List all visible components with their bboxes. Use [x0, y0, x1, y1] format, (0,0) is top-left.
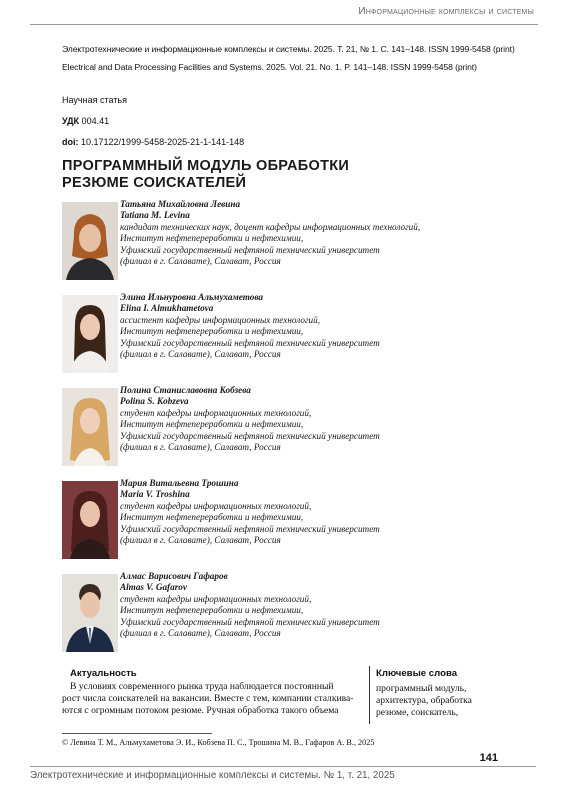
author-name-en: Almas V. Gafarov [120, 582, 187, 593]
author-affiliation: (филиал в г. Салавате), Салават, Россия [120, 628, 281, 639]
author-name-ru: Татьяна Михайловна Левина [120, 199, 241, 209]
author-affiliation: Уфимский государственный нефтяной технический университет [120, 523, 380, 534]
author-affiliation: Уфимский государственный нефтяной технический университет [120, 430, 380, 441]
author-affiliation: Уфимский государственный нефтяной технический университет [120, 337, 380, 348]
article-title [62, 158, 349, 192]
author-name-ru: Полина Станиславовна Кобзева [120, 385, 251, 395]
keywords-rule [369, 666, 370, 724]
author-name-en: Maria V. Troshina [120, 489, 190, 500]
author-affiliation: Институт нефтепереработки и нефтехимии, [120, 512, 304, 523]
author-photo [62, 481, 118, 559]
keyword-line: резюме, соискатель, [376, 707, 459, 718]
author-affiliation: (филиал в г. Салавате), Салават, Россия [120, 535, 281, 546]
author-name-en: Tatiana M. Levina [120, 210, 190, 221]
article-type: Научная статья [62, 95, 127, 105]
keywords-heading: Ключевые слова [376, 668, 458, 679]
running-header: Информационные комплексы и системы [358, 6, 534, 17]
author-affiliation: студент кафедры информационных технологий, [120, 593, 312, 604]
doi [62, 137, 244, 147]
udc-value: 004.41 [81, 116, 110, 126]
author-affiliation: ассистент кафедры информационных технологий, [120, 314, 321, 325]
portrait-image [62, 295, 118, 373]
author-block [62, 292, 532, 380]
author-affiliation: (филиал в г. Салавате), Салават, Россия [120, 349, 281, 360]
copyright-rule [62, 733, 212, 734]
author-affiliation: Институт нефтепереработки и нефтехимии, [120, 605, 304, 616]
author-affiliation: студент кафедры информационных технологий, [120, 500, 312, 511]
footer-rule [30, 766, 536, 767]
author-photo [62, 388, 118, 466]
citation-ru: Электротехнические и информационные комплексы и системы. 2025. Т. 21, № 1. С. 141–148. ISSN 1999-5458 (print) [62, 44, 515, 54]
author-affiliation: Уфимский государственный нефтяной технический университет [120, 244, 380, 255]
keywords-list [376, 683, 506, 719]
author-affiliation: Институт нефтепереработки и нефтехимии, [120, 419, 304, 430]
portrait-image [62, 388, 118, 466]
copyright: © Левина Т. М., Альмухаметова Э. И., Кобзева П. С., Трошина М. В., Гафаров А. В., 2025 [62, 738, 375, 747]
body-line: рост числа соискателей на вакансии. Вместе с тем, компании сталкива- [62, 693, 354, 704]
author-text [120, 571, 532, 639]
body-line: В условиях современного рынка труда наблюдается постоянный [70, 681, 334, 692]
doi-value: 10.17122/1999-5458-2025-21-1-141-148 [81, 137, 245, 147]
author-text [120, 292, 532, 360]
portrait-image [62, 202, 118, 280]
author-block [62, 385, 532, 473]
author-name-ru: Элина Ильнуровна Альмухаметова [120, 292, 263, 302]
keyword-line: архитектура, обработка [376, 695, 472, 706]
author-affiliation: (филиал в г. Салавате), Салават, Россия [120, 442, 281, 453]
relevance-heading: Актуальность [70, 668, 137, 679]
portrait-image [62, 574, 118, 652]
header-rule [30, 24, 538, 25]
author-name-ru: Алмас Варисович Гафаров [120, 571, 228, 581]
udc [62, 116, 109, 126]
title-line: ПРОГРАММНЫЙ МОДУЛЬ ОБРАБОТКИ [62, 158, 350, 174]
author-block [62, 571, 532, 659]
body-line: ются с огромным потоком резюме. Ручная обработка такого объема [62, 705, 339, 716]
author-affiliation: студент кафедры информационных технологий, [120, 407, 312, 418]
author-name-en: Polina S. Kobzeva [120, 396, 189, 407]
author-photo [62, 202, 118, 280]
running-footer: Электротехнические и информационные комплексы и системы. № 1, т. 21, 2025 [30, 770, 395, 781]
doi-label: doi: [62, 137, 79, 147]
page-number: 141 [479, 752, 498, 764]
author-block [62, 199, 532, 287]
author-name-ru: Мария Витальевна Трошина [120, 478, 239, 488]
citation-en: Electrical and Data Processing Facilities and Systems. 2025. Vol. 21. No. 1. P. 141–148. ISSN 1999-5458 (print) [62, 62, 477, 72]
keyword-line: программный модуль, [376, 683, 467, 694]
title-line: РЕЗЮМЕ СОИСКАТЕЛЕЙ [62, 175, 247, 191]
author-affiliation: Уфимский государственный нефтяной технический университет [120, 616, 380, 627]
author-block [62, 478, 532, 566]
author-name-en: Elina I. Almukhametova [120, 303, 214, 314]
author-affiliation: (филиал в г. Салавате), Салават, Россия [120, 256, 281, 267]
portrait-image [62, 481, 118, 559]
relevance-body [62, 681, 362, 717]
author-affiliation: Институт нефтепереработки и нефтехимии, [120, 326, 304, 337]
author-photo [62, 295, 118, 373]
author-text [120, 385, 532, 453]
author-text [120, 199, 532, 267]
author-text [120, 478, 532, 546]
author-photo [62, 574, 118, 652]
author-affiliation: Институт нефтепереработки и нефтехимии, [120, 233, 304, 244]
udc-label: УДК [62, 116, 80, 126]
author-affiliation: кандидат технических наук, доцент кафедры информационных технологий, [120, 221, 421, 232]
